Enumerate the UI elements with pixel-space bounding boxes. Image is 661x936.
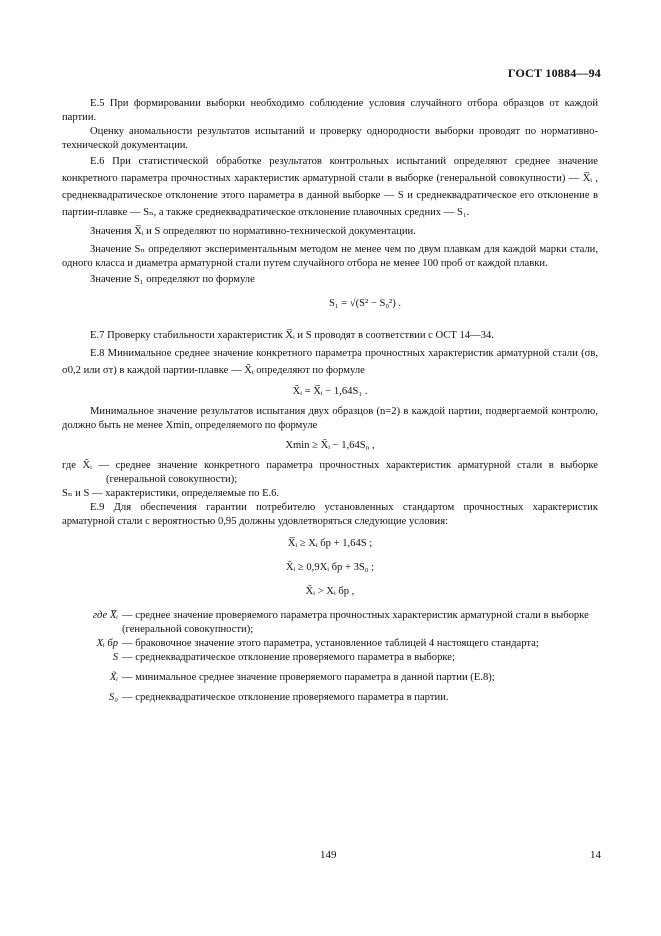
def-text: — среднеквадратическое отклонение проверяемого параметра в партии.: [122, 692, 449, 703]
def-text: — минимальное среднее значение проверяемого параметра в данной партии (Е.8);: [122, 672, 495, 683]
paragraph-e6-s1: Значение S₁ определяют по формуле: [90, 274, 255, 285]
def-symbol: S: [112, 652, 118, 663]
document-body: [62, 97, 598, 705]
paragraph-e6: Е.6 При статистической обработке результатов контрольных испытаний определяют среднее значение конкретного параметра прочностных характеристик арматурной стали в выборке (генеральной совокупности) — X̅ᵢ , среднеквадратическое отклонение этого параметра в данной выборке — S и среднеквадратическое его отклонение в партии-плавке — Sₙ, а также среднеквадратическое отклонение плавочных средних — S₁.: [62, 156, 598, 218]
paragraph-e6-sn: Значение Sₙ определяют экспериментальным методом не менее чем по двум плавкам для каждой марки стали, одного класса и диаметра арматурной стали путем случайного отбора не менее 100 проб от каждой плавки.: [62, 244, 598, 269]
condition-2: X̃ᵢ ≥ 0,9Xᵢ бр + 3S₀ ;: [285, 562, 375, 573]
where-e8-s: Sₙ и S — характеристики, определяемые по Е.6.: [62, 488, 280, 499]
standard-header: ГОСТ 10884—94: [507, 66, 601, 80]
where-e8: где X̃ᵢ — среднее значение конкретного параметра прочностных характеристик арматурной стали в выборке (генеральной совокупности);: [62, 460, 598, 485]
def-symbol: X̃ᵢ: [109, 672, 118, 683]
condition-1: X̅ᵢ ≥ Xᵢ бр + 1,64S ;: [287, 538, 373, 549]
def-symbol: где X̅ᵢ: [92, 610, 118, 621]
paragraph-e9: Е.9 Для обеспечения гарантии потребителю установленных стандартом прочностных характеристик арматурной стали с вероятностью 0,95 должны удовлетворяться следующие условия:: [62, 502, 598, 527]
paragraph-e5-2: Оценку аномальности результатов испытаний и проверку однородности выборки проводят по нормативно-технической документации.: [62, 126, 598, 151]
def-symbol: Xᵢ бр: [96, 638, 118, 649]
def-text: — среднее значение проверяемого параметра прочностных характеристик арматурной стали в выборке (генеральной совокупности);: [122, 610, 589, 635]
paragraph-e7: Е.7 Проверку стабильности характеристик X̅ᵢ и S проводят в соответствии с ОСТ 14—34.: [90, 330, 494, 341]
paragraph-e6-values: Значения X̅ᵢ и S определяют по нормативно-технической документации.: [90, 226, 416, 237]
formula-s1: S₁ = √(S² − S₀²) .: [328, 298, 402, 309]
paragraph-e8-min: Минимальное значение результатов испытания двух образцов (n=2) в каждой партии, подвергаемой контролю, должно быть не менее Xmin, определяемого по формуле: [62, 406, 598, 431]
def-symbol: S₀: [109, 692, 118, 703]
paragraph-e5: Е.5 При формировании выборки необходимо соблюдение условия случайного отбора образцов от каждой партии.: [62, 98, 598, 123]
formula-xi-min: X̃ᵢ = X̅ᵢ − 1,64S₁ .: [292, 386, 368, 397]
def-text: — браковочное значение этого параметра, установленное таблицей 4 настоящего стандарта;: [122, 638, 539, 649]
condition-3: X̃ᵢ > Xᵢ бр ,: [305, 586, 355, 597]
paragraph-e8: Е.8 Минимальное среднее значение конкретного параметра прочностных характеристик арматурной стали (σв, σ0,2 или σт) в каждой партии-плавке — X̃ᵢ определяют по формуле: [62, 348, 598, 376]
def-text: — среднеквадратическое отклонение проверяемого параметра в выборке;: [122, 652, 455, 663]
sheet-number: 14: [590, 849, 601, 861]
page-number: 149: [320, 849, 337, 861]
formula-xmin: Xmin ≥ X̃ᵢ − 1,64S₀ ,: [285, 440, 375, 451]
definitions-list: [62, 609, 598, 705]
